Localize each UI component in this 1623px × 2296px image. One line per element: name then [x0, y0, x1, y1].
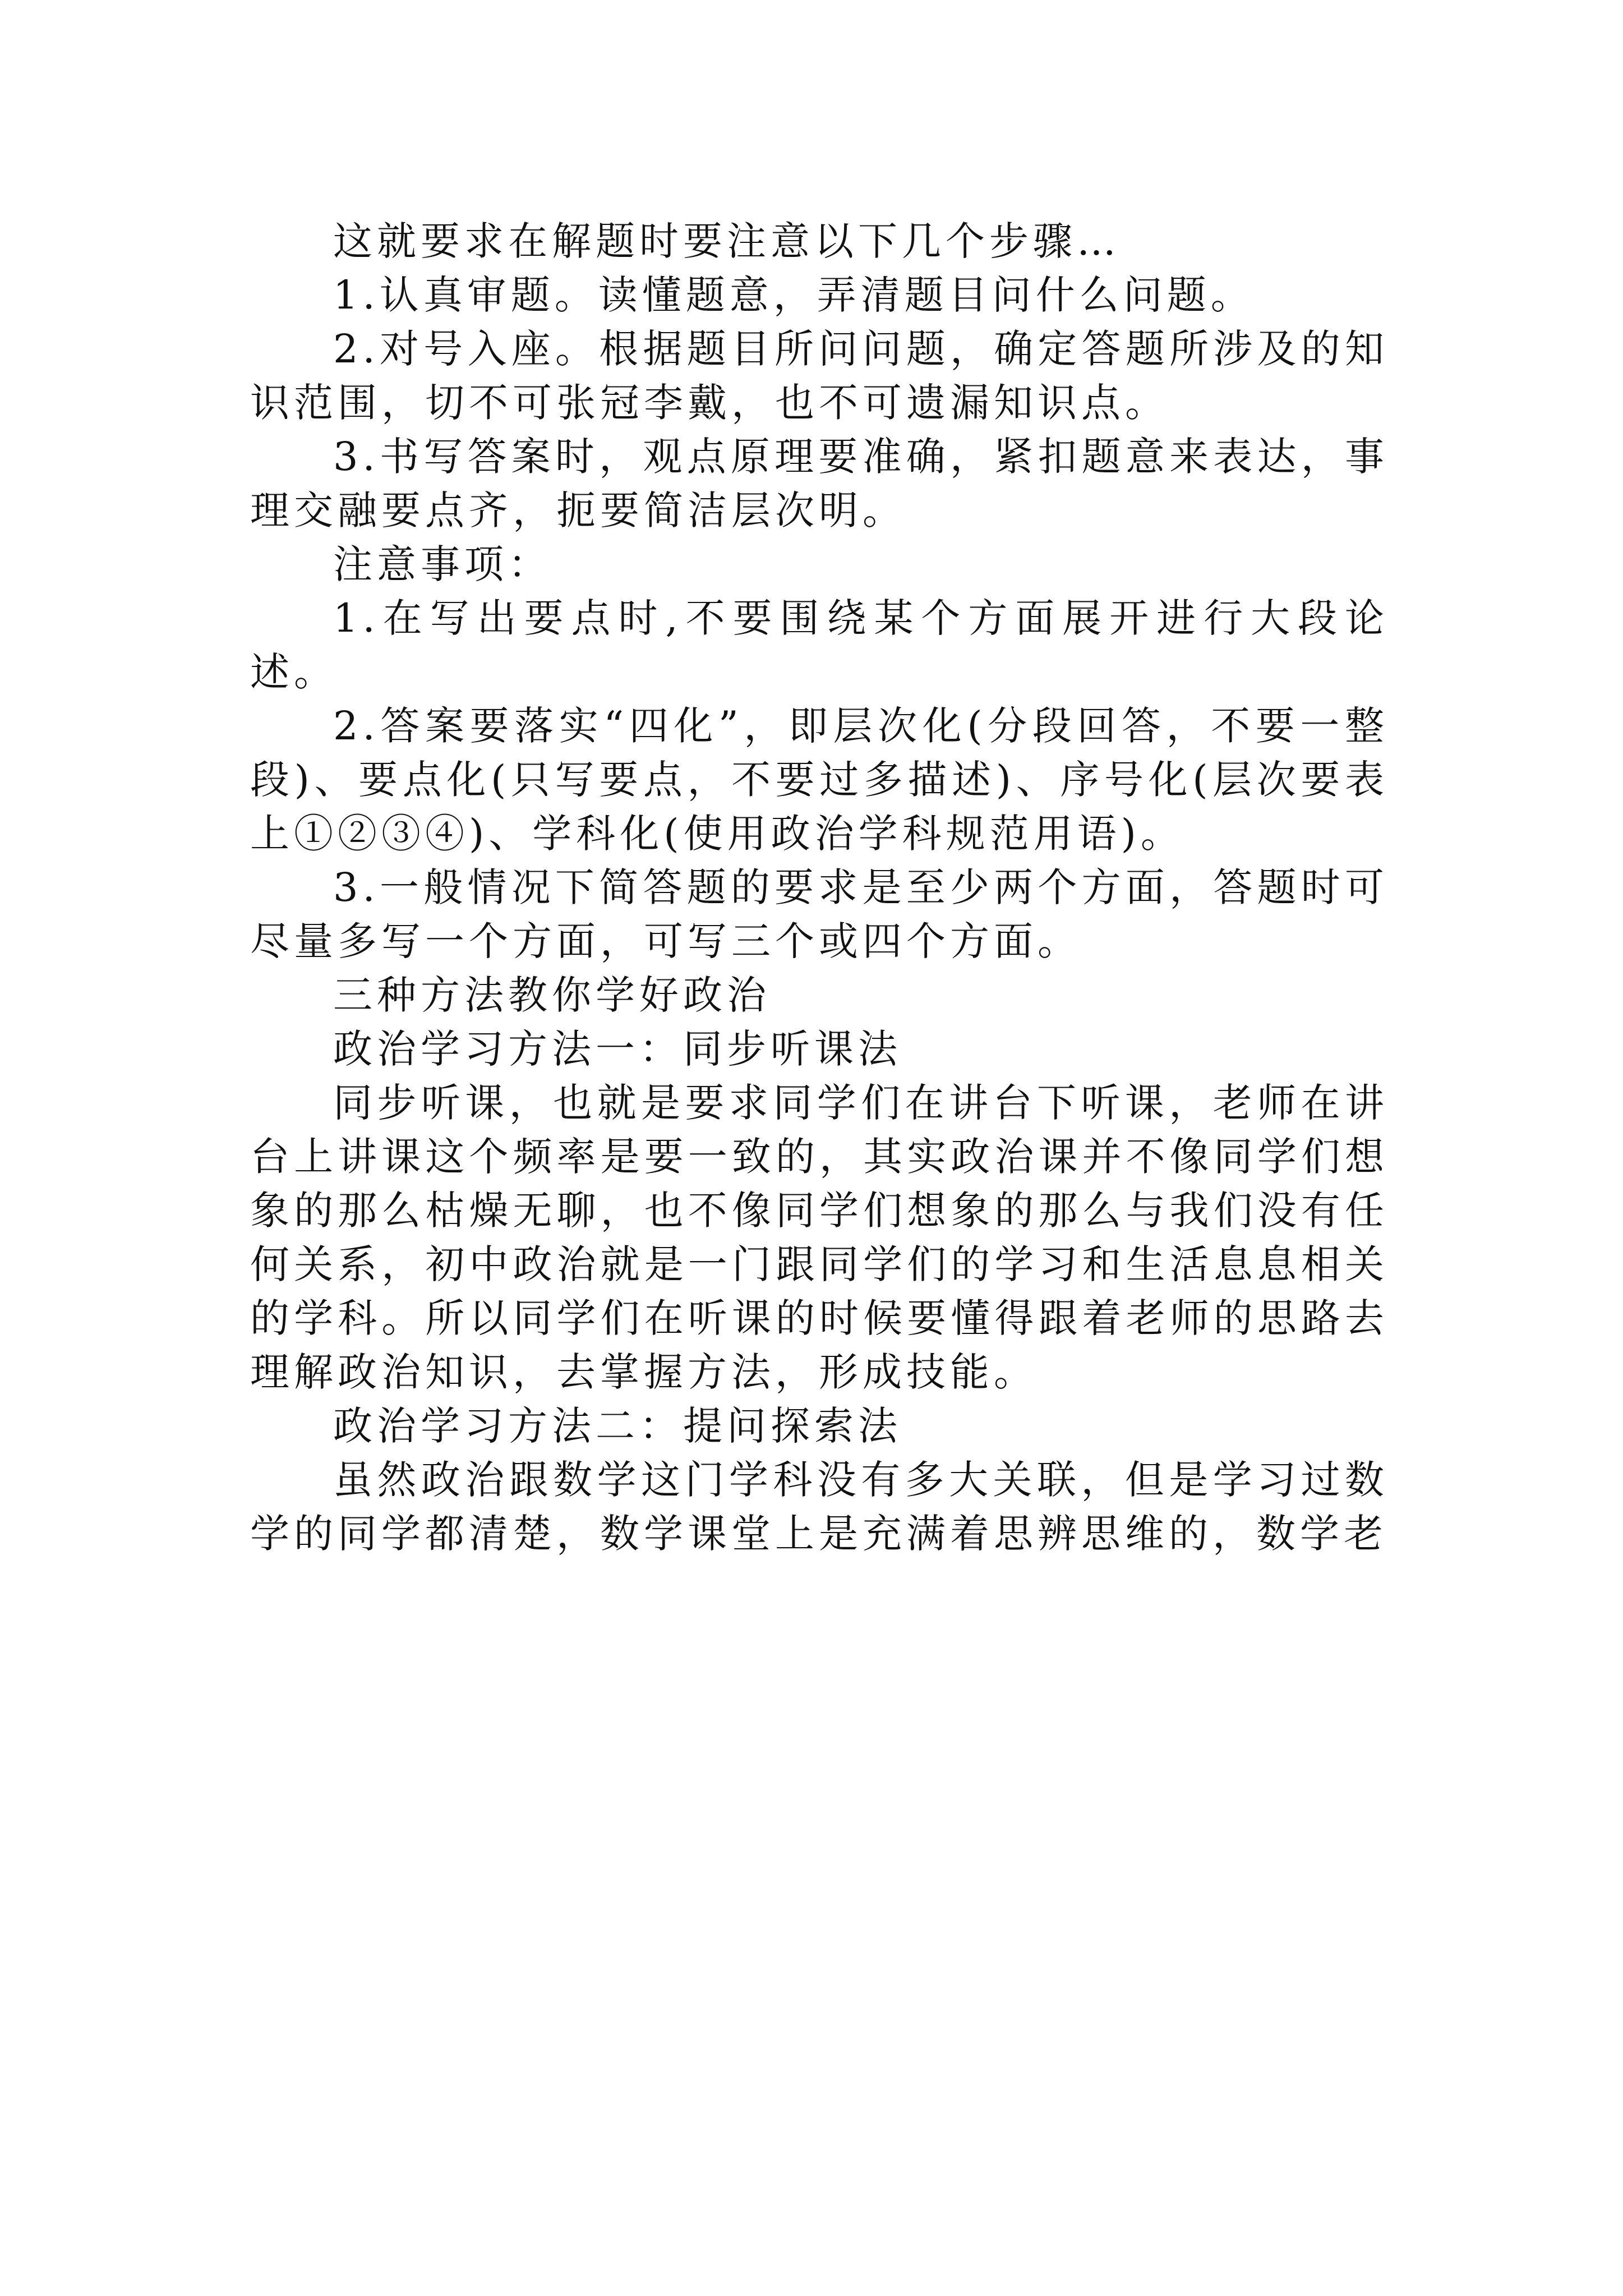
paragraph-method-1-body: 同步听课，也就是要求同学们在讲台下听课，老师在讲台上讲课这个频率是要一致的，其实政治课并不像同学们想象的那么枯燥无聊，也不像同学们想象的那么与我们没有任何关系，初中政治就是一门跟同学们的学习和生活息息相关的学科。所以同学们在听课的时候要懂得跟着老师的思路去理解政治知识，去掌握方法，形成技能。	[250, 1080, 1389, 1395]
paragraph-step-3: 3.书写答案时，观点原理要准确，紧扣题意来表达，事理交融要点齐，扼要简洁层次明。	[250, 434, 1389, 533]
paragraph-method-2-body: 虽然政治跟数学这门学科没有多大关联，但是学习过数学的同学都清楚，数学课堂上是充满着思辨思维的，数学老	[250, 1457, 1389, 1557]
document-body	[250, 214, 1389, 1561]
paragraph-intro: 这就要求在解题时要注意以下几个步骤…	[333, 218, 1121, 264]
paragraph-method-2-heading: 政治学习方法二：提问探索法	[333, 1403, 902, 1449]
paragraph-note-3: 3.一般情况下简答题的要求是至少两个方面，答题时可尽量多写一个方面，可写三个或四个方面。	[250, 864, 1389, 964]
paragraph-note-1: 1.在写出要点时,不要围绕某个方面展开进行大段论述。	[250, 595, 1389, 695]
paragraph-note-2: 2.答案要落实“四化”，即层次化(分段回答，不要一整段)、要点化(只写要点，不要过多描述)、序号化(层次要表上①②③④)、学科化(使用政治学科规范用语)。	[250, 703, 1389, 857]
paragraph-step-2: 2.对号入座。根据题目所问问题，确定答题所涉及的知识范围，切不可张冠李戴，也不可遗漏知识点。	[250, 326, 1389, 426]
paragraph-methods-heading: 三种方法教你学好政治	[333, 972, 771, 1018]
paragraph-step-1: 1.认真审题。读懂题意，弄清题目问什么问题。	[333, 272, 1255, 318]
paragraph-notes-heading: 注意事项：	[333, 541, 552, 587]
paragraph-method-1-heading: 政治学习方法一：同步听课法	[333, 1026, 902, 1072]
